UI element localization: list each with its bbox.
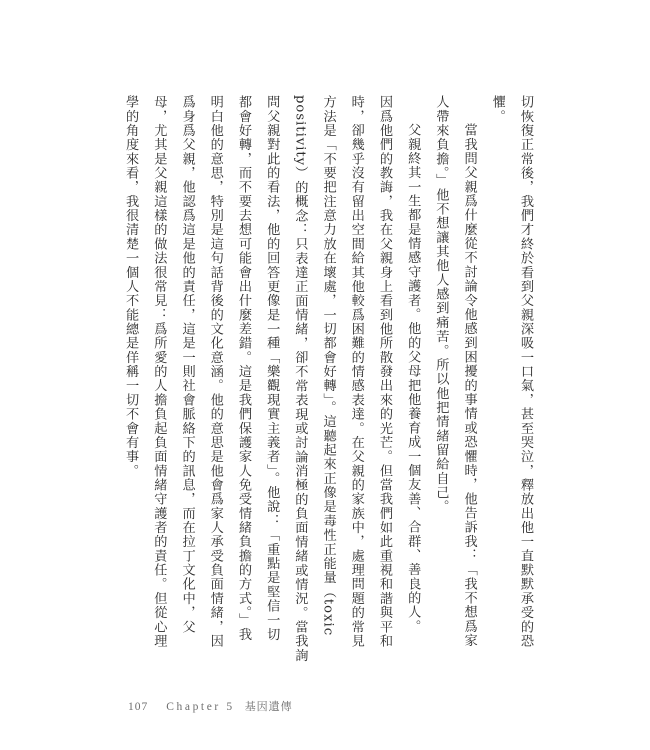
chapter-title: 基因遺傳 xyxy=(244,700,293,713)
chapter-label: Chapter 5 xyxy=(166,701,235,713)
text-column-4: 人帶來負擔。」他不想讓其他人感到痛苦。所以他把情緒留給自己。 xyxy=(433,95,449,514)
text-column-2: 懼。 xyxy=(489,95,505,124)
page-number: 107 xyxy=(128,701,149,713)
text-column-8: 方法是「不要把注意力放在壞處，一切都會好轉」。這聽起來正像是毒性正能量（toxic xyxy=(320,95,336,637)
text-column-7: 時，卻幾乎沒有留出空間給其他較爲困難的情感表達。在父親的家族中，處理問題的常見 xyxy=(348,95,364,649)
text-column-1: 切恢復正常後，我們才終於看到父親深吸一口氣，甚至哭泣，釋放出他一直默默承受的恐 xyxy=(518,95,533,649)
text-column-13: 爲身爲父親，他認爲這是他的責任，這是一則社會脈絡下的訊息，而在拉丁文化中，父 xyxy=(179,95,195,634)
text-column-15: 學的角度來看，我很清楚一個人不能總是佯稱一切不會有事。 xyxy=(123,95,139,478)
text-column-12: 明白他的意思，特別是這句話背後的文化意涵。他的意思是他會爲家人承受負面情緒，因 xyxy=(207,95,223,649)
text-column-3: 當我問父親爲什麼從不討論令他感到困擾的事情或恐懼時，他告訴我：「我不想爲家 xyxy=(461,123,477,649)
page-footer xyxy=(128,698,293,714)
text-column-10: 問父親對此的看法，他的回答更像是一種「樂觀現實主義者」。他說：「重點是堅信一切 xyxy=(264,95,280,642)
text-column-11: 都會好轉，而不要去想可能會出什麼差錯。這是我們保護家人免受情緒負擔的方式。」我 xyxy=(235,95,251,642)
vertical-text-block xyxy=(116,95,539,663)
text-column-6: 因爲他們的教誨，我在父親身上看到他所散發出來的光芒。但當我們如此重視和諧與平和 xyxy=(376,95,392,649)
text-column-9: positivity）的概念：只表達正面情緒，卻不常表現或討論消極的負面情緒或情況。當我詢 xyxy=(292,95,308,663)
text-column-14: 母，尤其是父親這樣的做法很常見：爲所愛的人擔負起負面情緒守護者的責任。但從心理 xyxy=(151,95,167,649)
text-column-5: 父親終其一生都是情感守護者。他的父母把他養育成一個友善、合群、善良的人。 xyxy=(405,123,421,634)
